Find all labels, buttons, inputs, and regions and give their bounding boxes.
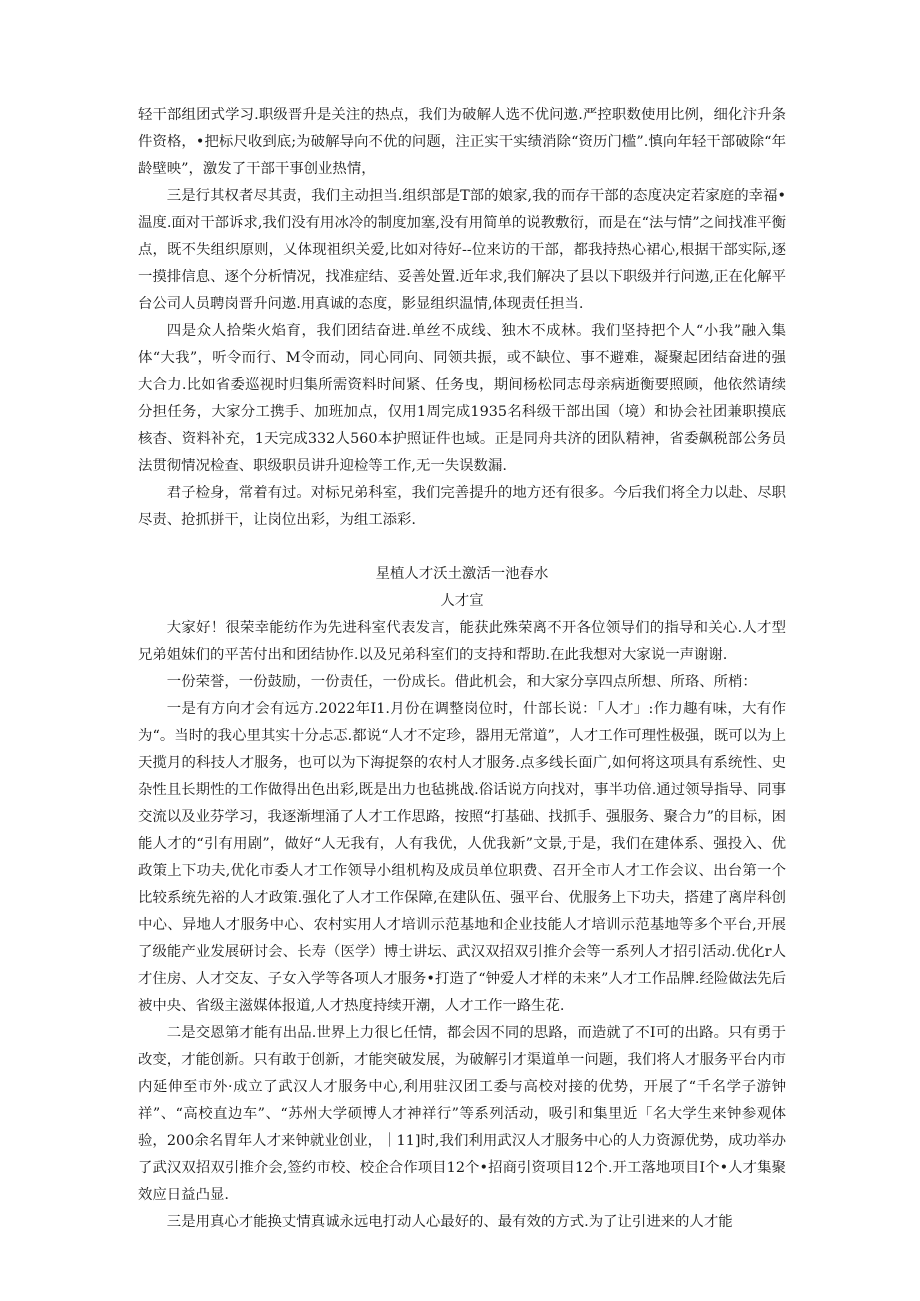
paragraph: 一是有方向才会有远方.2022年I1.月份在调整岗位时，什部长说：「人才」:作力趣有味，大有作为“。当时的我心里其实十分忐忑.都说“人才不定珍，器用无常道”，人才工作可理性极强，既可以为上天揽月的科技人才服务，也可以为下海捉祭的农村人才服务.点多线长面广,如何将这项具有系统性、史杂性且长期性的工作做得出色出彩,既是出力也毡挑战.俗话说方向找对，事半功倍.通过领导指导、同事交流以及业芬学习，我逐渐埋涌了人才工作思路，按照“打基础、找抓手、强服务、聚合力”的目标，困能人才的“引有用剧”，做好“人无我有，人有我优，人优我新”文景,于是，我们在建体系、强投入、优政策上下功夫,优化市委人才工作领导小组机构及成员单位职费、召开全市人才工作会议、出台第一个比较系统先裕的人才政策.强化了人才工作保障,在建队伍、强平台、优服务上下功夫，搭建了离岸科创中心、异地人才服务中心、农村实用人才培训示范基地和企业技能人才培训示范基地等多个平台,开展了级能产业发展研讨会、长寿（医学）博士讲坛、武汉双招双引推介会等一系列人才招引活动.优化r人才住房、人才交友、子女入学等各项人才服务•打造了“钟爱人才样的未来”人才工作品牌.经险做法先后被中央、省级主滋媒体报道,人才热度持续开潮，人才工作一路生花. [138, 701, 786, 1014]
section-gap [138, 534, 786, 561]
paragraph: 君子检身，常着有过。对标兄弟科室，我们完善提升的地方还有很多。今后我们将全力以赴、尽职尽责、抢抓拼干，让岗位出彩，为组工添彩. [138, 485, 786, 528]
section-title: 星植人才沃土激活一池春水 [375, 566, 549, 582]
paragraph: 三是行其权者尽其责，我们主动担当.组织部是T部的娘家,我的而存干部的态度决定若家庭的幸福•温度.面对干部诉求,我们没有用冰冷的制度加塞,没有用简单的说教敷衍，而是在“法与情”之间找准平衡点，既不失组织原则，乂体现祖织关爱,比如对待好--位来访的干部，都我持热心裙心,根据干部实际,逐一摸排信息、逐个分析情况，找准症结、妥善处置.近年求,我们解决了县以下职级并行问遨,正在化解平台公司人员聘岗晋升问遨.用真诚的态度，影显组织温情,体现责任担当. [138, 188, 786, 312]
paragraph: 四是众人拾柴火焰育，我们团结奋进.单丝不成线、独木不成林。我们坚持把个人“小我”融入集体“大我”，听令而行、M令而动，同心同向、同领共振，或不缺位、事不避难，凝聚起团结奋进的强大合力.比如省委巡视时归集所需资料时间紧、任务曳，期间杨松同志母亲病逝衡要照顾，他依然请续分担任务，大家分工携手、加班加点，仅用1周完成1935名科级干部出国（境）和协会社团兼职摸底核杳、资料补充，1天完成332人560本护照证件也域。正是同舟共济的团队精神，省委飙税部公务员法贯彻情况检查、职级职员讲升迎检等工作,无一失误数漏. [138, 323, 786, 474]
paragraph: 大家好！很荣幸能纺作为先进科室代表发言，能获此殊荣离不开各位领导们的指导和关心.人才型兄弟姐妹们的平苦付出和团结协作.以及兄弟科室们的支持和帮助.在此我想对大家说一声谢谢. [138, 620, 786, 663]
paragraph: 三是用真心才能换丈情真诚永远电打动人心最好的、最有效的方式.为了让引进来的人才能 [166, 1214, 733, 1230]
section-1 [138, 102, 786, 534]
section-subtitle: 人才宣 [440, 593, 484, 609]
paragraph: 二是交恩第才能有出品.世界上力很匕任情，都会因不同的思路，而造就了不I可的出路。只有勇于改变，才能创新。只有敢于创新，才能突破发展，为破解引才渠道单一问题，我们将人才服务平台内市内延伸至市外·成立了武汉人才服务中心,利用驻汉团工委与高校对接的优势，开展了“千名学子游钟祥”、“高校直边车”、“苏州大学硕博人才神祥行”等系列活动，吸引和集里近「名大学生来钟参观体验，200余名胃年人才来钟就业创业，｜11]时,我们利用武汉人才服务中心的人力资源优势，成功举办了武汉双招双引推介会,签约市校、校企合作项目12个•招商引资项目12个.开工落地项目I个•人才集聚效应日益凸显. [138, 1025, 786, 1203]
paragraph: 一份荣誉，一份鼓励，一份责任，一份成长。借此机会，和大家分享四点所想、所珞、所梢： [166, 674, 757, 690]
section-2 [138, 561, 786, 1236]
paragraph: 轻干部组团式学习.职级晋升是关注的热点，我们为破解人选不优问遨.严控职数使用比例，细化汴升条件资格，•把标尺收到底;为破解导向不优的问题，注正实干实绩消除“资历门槛”.慎向年轻干部破除“年龄壁映”，激发了干部干事创业热情， [138, 107, 786, 177]
document-page [138, 102, 786, 1236]
